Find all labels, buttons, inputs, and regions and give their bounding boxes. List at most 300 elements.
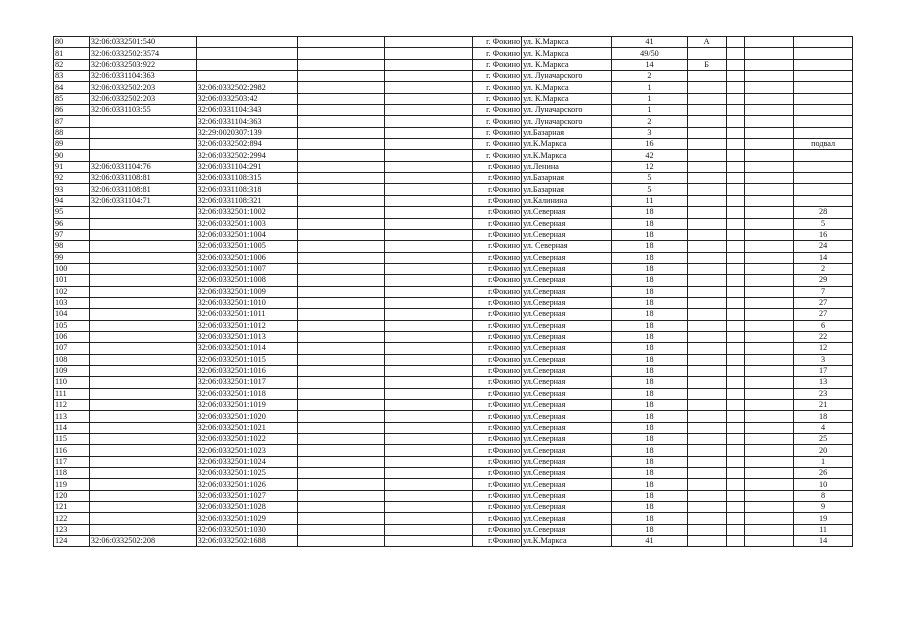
house-number: 18 xyxy=(612,422,687,433)
street: ул.Северная xyxy=(522,400,612,411)
empty-col-b xyxy=(384,456,472,467)
city: г.Фокино xyxy=(473,275,522,286)
empty-col-a xyxy=(297,139,384,150)
empty-col-a xyxy=(297,411,384,422)
empty-col-d xyxy=(745,275,794,286)
row-number: 92 xyxy=(54,173,90,184)
empty-col-b xyxy=(384,195,472,206)
house-number: 18 xyxy=(612,331,687,342)
city: г.Фокино xyxy=(473,331,522,342)
empty-col-a xyxy=(297,229,384,240)
building-letter xyxy=(687,207,726,218)
street: ул.Северная xyxy=(522,354,612,365)
building-letter xyxy=(687,422,726,433)
empty-col-a xyxy=(297,59,384,70)
empty-col-b xyxy=(384,513,472,524)
row-number: 105 xyxy=(54,320,90,331)
building-letter xyxy=(687,479,726,490)
row-number: 86 xyxy=(54,105,90,116)
building-letter xyxy=(687,445,726,456)
empty-col-d xyxy=(745,456,794,467)
building-letter xyxy=(687,388,726,399)
empty-col-b xyxy=(384,536,472,547)
street: ул.К.Маркса xyxy=(522,150,612,161)
cadastral-number-land xyxy=(89,127,196,138)
empty-col-a xyxy=(297,513,384,524)
empty-col-b xyxy=(384,105,472,116)
cadastral-number-object: 32:06:0332501:1013 xyxy=(196,331,297,342)
city: г.Фокино xyxy=(473,241,522,252)
cadastral-number-object: 32:06:0331108:318 xyxy=(196,184,297,195)
cadastral-number-object: 32:06:0332501:1012 xyxy=(196,320,297,331)
cadastral-number-object xyxy=(196,59,297,70)
city: г.Фокино xyxy=(473,297,522,308)
row-number: 115 xyxy=(54,434,90,445)
empty-col-c xyxy=(726,184,745,195)
table-row xyxy=(54,48,853,59)
empty-col-d xyxy=(745,184,794,195)
row-number: 90 xyxy=(54,150,90,161)
street: ул.Северная xyxy=(522,434,612,445)
empty-col-c xyxy=(726,82,745,93)
street: ул.Северная xyxy=(522,502,612,513)
city: г.Фокино xyxy=(473,173,522,184)
cadastral-number-object: 32:06:0332501:1023 xyxy=(196,445,297,456)
apartment-or-note: 20 xyxy=(794,445,853,456)
empty-col-a xyxy=(297,388,384,399)
apartment-or-note xyxy=(794,48,853,59)
city: г.Фокино xyxy=(473,354,522,365)
empty-col-c xyxy=(726,411,745,422)
table-row xyxy=(54,490,853,501)
empty-col-d xyxy=(745,468,794,479)
street: ул.Северная xyxy=(522,263,612,274)
cadastral-number-land: 32:06:0331104:71 xyxy=(89,195,196,206)
table-row xyxy=(54,445,853,456)
empty-col-a xyxy=(297,377,384,388)
row-number: 121 xyxy=(54,502,90,513)
table-row xyxy=(54,263,853,274)
cadastral-number-object: 32:06:0332501:1026 xyxy=(196,479,297,490)
empty-col-b xyxy=(384,365,472,376)
apartment-or-note: 7 xyxy=(794,286,853,297)
empty-col-b xyxy=(384,59,472,70)
apartment-or-note: 26 xyxy=(794,468,853,479)
empty-col-c xyxy=(726,207,745,218)
empty-col-d xyxy=(745,513,794,524)
apartment-or-note: 14 xyxy=(794,536,853,547)
building-letter: А xyxy=(687,37,726,48)
house-number: 18 xyxy=(612,434,687,445)
house-number: 18 xyxy=(612,354,687,365)
building-letter xyxy=(687,524,726,535)
empty-col-d xyxy=(745,127,794,138)
empty-col-b xyxy=(384,275,472,286)
row-number: 80 xyxy=(54,37,90,48)
empty-col-a xyxy=(297,468,384,479)
cadastral-number-land: 32:06:0331108:81 xyxy=(89,184,196,195)
empty-col-b xyxy=(384,343,472,354)
city: г.Фокино xyxy=(473,229,522,240)
empty-col-d xyxy=(745,229,794,240)
apartment-or-note: 3 xyxy=(794,354,853,365)
apartment-or-note: 18 xyxy=(794,411,853,422)
cadastral-number-object: 32:06:0332503:42 xyxy=(196,93,297,104)
empty-col-a xyxy=(297,524,384,535)
apartment-or-note xyxy=(794,173,853,184)
empty-col-b xyxy=(384,93,472,104)
city: г. Фокино xyxy=(473,105,522,116)
empty-col-b xyxy=(384,241,472,252)
row-number: 110 xyxy=(54,377,90,388)
street: ул. К.Маркса xyxy=(522,59,612,70)
empty-col-a xyxy=(297,365,384,376)
empty-col-a xyxy=(297,536,384,547)
row-number: 120 xyxy=(54,490,90,501)
apartment-or-note: 5 xyxy=(794,218,853,229)
street: ул.Северная xyxy=(522,388,612,399)
table-row xyxy=(54,468,853,479)
empty-col-b xyxy=(384,286,472,297)
city: г.Фокино xyxy=(473,445,522,456)
empty-col-c xyxy=(726,161,745,172)
cadastral-number-object: 32:06:0332501:1018 xyxy=(196,388,297,399)
building-letter xyxy=(687,116,726,127)
row-number: 102 xyxy=(54,286,90,297)
cadastral-number-land: 32:06:0331104:363 xyxy=(89,71,196,82)
row-number: 100 xyxy=(54,263,90,274)
row-number: 119 xyxy=(54,479,90,490)
cadastral-number-object: 32:06:0332501:1010 xyxy=(196,297,297,308)
cadastral-number-land xyxy=(89,445,196,456)
street: ул. К.Маркса xyxy=(522,93,612,104)
empty-col-a xyxy=(297,241,384,252)
city: г.Фокино xyxy=(473,184,522,195)
table-row xyxy=(54,229,853,240)
cadastral-number-object: 32:06:0332501:1021 xyxy=(196,422,297,433)
empty-col-d xyxy=(745,422,794,433)
empty-col-c xyxy=(726,377,745,388)
empty-col-b xyxy=(384,297,472,308)
table-row xyxy=(54,536,853,547)
empty-col-b xyxy=(384,207,472,218)
empty-col-c xyxy=(726,286,745,297)
row-number: 81 xyxy=(54,48,90,59)
cadastral-number-object: 32:06:0332501:1025 xyxy=(196,468,297,479)
building-letter xyxy=(687,241,726,252)
table-row xyxy=(54,59,853,70)
empty-col-c xyxy=(726,173,745,184)
empty-col-a xyxy=(297,275,384,286)
street: ул.Северная xyxy=(522,207,612,218)
row-number: 85 xyxy=(54,93,90,104)
cadastral-number-object: 32:06:0332502:2982 xyxy=(196,82,297,93)
building-letter xyxy=(687,513,726,524)
house-number: 42 xyxy=(612,150,687,161)
city: г.Фокино xyxy=(473,456,522,467)
city: г.Фокино xyxy=(473,422,522,433)
cadastral-number-land xyxy=(89,150,196,161)
cadastral-number-land xyxy=(89,218,196,229)
row-number: 101 xyxy=(54,275,90,286)
apartment-or-note: 27 xyxy=(794,309,853,320)
empty-col-c xyxy=(726,513,745,524)
cadastral-number-land: 32:06:0331103:55 xyxy=(89,105,196,116)
house-number: 5 xyxy=(612,173,687,184)
building-letter xyxy=(687,139,726,150)
empty-col-d xyxy=(745,536,794,547)
building-letter xyxy=(687,297,726,308)
house-number: 18 xyxy=(612,263,687,274)
house-number: 11 xyxy=(612,195,687,206)
building-letter xyxy=(687,411,726,422)
empty-col-a xyxy=(297,218,384,229)
empty-col-b xyxy=(384,445,472,456)
empty-col-c xyxy=(726,524,745,535)
empty-col-c xyxy=(726,48,745,59)
empty-col-c xyxy=(726,434,745,445)
empty-col-d xyxy=(745,218,794,229)
house-number: 18 xyxy=(612,468,687,479)
building-letter xyxy=(687,48,726,59)
cadastral-number-land: 32:06:0331104:76 xyxy=(89,161,196,172)
row-number: 106 xyxy=(54,331,90,342)
cadastral-number-object: 32:06:0332501:1019 xyxy=(196,400,297,411)
row-number: 87 xyxy=(54,116,90,127)
empty-col-c xyxy=(726,275,745,286)
street: ул.Северная xyxy=(522,445,612,456)
empty-col-c xyxy=(726,400,745,411)
apartment-or-note: 6 xyxy=(794,320,853,331)
cadastral-number-object: 32:06:0332501:1002 xyxy=(196,207,297,218)
street: ул.Северная xyxy=(522,275,612,286)
table-row xyxy=(54,82,853,93)
house-number: 18 xyxy=(612,445,687,456)
city: г.Фокино xyxy=(473,411,522,422)
empty-col-a xyxy=(297,343,384,354)
cadastral-number-land xyxy=(89,468,196,479)
apartment-or-note xyxy=(794,93,853,104)
house-number: 18 xyxy=(612,309,687,320)
empty-col-b xyxy=(384,479,472,490)
building-letter xyxy=(687,229,726,240)
empty-col-c xyxy=(726,490,745,501)
cadastral-number-land xyxy=(89,320,196,331)
empty-col-d xyxy=(745,388,794,399)
apartment-or-note: 23 xyxy=(794,388,853,399)
building-letter xyxy=(687,184,726,195)
house-number: 2 xyxy=(612,116,687,127)
cadastral-number-land xyxy=(89,286,196,297)
cadastral-number-land xyxy=(89,490,196,501)
table-row xyxy=(54,320,853,331)
house-number: 18 xyxy=(612,513,687,524)
empty-col-d xyxy=(745,139,794,150)
city: г.Фокино xyxy=(473,263,522,274)
empty-col-d xyxy=(745,48,794,59)
table-row xyxy=(54,71,853,82)
city: г. Фокино xyxy=(473,93,522,104)
empty-col-a xyxy=(297,161,384,172)
cadastral-number-object: 32:06:0332501:1009 xyxy=(196,286,297,297)
street: ул.Северная xyxy=(522,524,612,535)
city: г.Фокино xyxy=(473,365,522,376)
cadastral-number-land xyxy=(89,309,196,320)
cadastral-number-land: 32:06:0332501:540 xyxy=(89,37,196,48)
house-number: 18 xyxy=(612,411,687,422)
apartment-or-note: 17 xyxy=(794,365,853,376)
house-number: 49/50 xyxy=(612,48,687,59)
empty-col-a xyxy=(297,195,384,206)
house-number: 18 xyxy=(612,377,687,388)
empty-col-b xyxy=(384,502,472,513)
empty-col-c xyxy=(726,479,745,490)
table-row xyxy=(54,365,853,376)
house-number: 41 xyxy=(612,536,687,547)
empty-col-c xyxy=(726,536,745,547)
apartment-or-note: 19 xyxy=(794,513,853,524)
table-row xyxy=(54,456,853,467)
street: ул.Базарная xyxy=(522,184,612,195)
empty-col-b xyxy=(384,422,472,433)
apartment-or-note: 11 xyxy=(794,524,853,535)
empty-col-b xyxy=(384,524,472,535)
building-letter xyxy=(687,275,726,286)
house-number: 18 xyxy=(612,343,687,354)
street: ул.Северная xyxy=(522,479,612,490)
empty-col-a xyxy=(297,252,384,263)
empty-col-a xyxy=(297,434,384,445)
empty-col-d xyxy=(745,93,794,104)
empty-col-d xyxy=(745,434,794,445)
cadastral-number-object: 32:06:0332501:1017 xyxy=(196,377,297,388)
building-letter xyxy=(687,490,726,501)
empty-col-b xyxy=(384,377,472,388)
apartment-or-note xyxy=(794,184,853,195)
empty-col-c xyxy=(726,468,745,479)
building-letter xyxy=(687,400,726,411)
street: ул.Северная xyxy=(522,229,612,240)
cadastral-number-land xyxy=(89,400,196,411)
empty-col-d xyxy=(745,377,794,388)
empty-col-b xyxy=(384,229,472,240)
table-row xyxy=(54,309,853,320)
row-number: 113 xyxy=(54,411,90,422)
empty-col-a xyxy=(297,502,384,513)
cadastral-number-land xyxy=(89,275,196,286)
empty-col-a xyxy=(297,82,384,93)
apartment-or-note: 28 xyxy=(794,207,853,218)
empty-col-d xyxy=(745,207,794,218)
empty-col-a xyxy=(297,400,384,411)
city: г.Фокино xyxy=(473,490,522,501)
table-row xyxy=(54,116,853,127)
table-row xyxy=(54,275,853,286)
apartment-or-note xyxy=(794,150,853,161)
table-row xyxy=(54,502,853,513)
house-number: 18 xyxy=(612,297,687,308)
empty-col-a xyxy=(297,184,384,195)
empty-col-d xyxy=(745,37,794,48)
empty-col-b xyxy=(384,388,472,399)
row-number: 103 xyxy=(54,297,90,308)
city: г.Фокино xyxy=(473,536,522,547)
empty-col-d xyxy=(745,490,794,501)
apartment-or-note: 29 xyxy=(794,275,853,286)
building-letter xyxy=(687,105,726,116)
row-number: 122 xyxy=(54,513,90,524)
city: г.Фокино xyxy=(473,479,522,490)
cadastral-number-land xyxy=(89,502,196,513)
table-row xyxy=(54,195,853,206)
cadastral-number-land xyxy=(89,388,196,399)
table-row xyxy=(54,286,853,297)
row-number: 109 xyxy=(54,365,90,376)
building-letter xyxy=(687,365,726,376)
building-letter xyxy=(687,309,726,320)
row-number: 111 xyxy=(54,388,90,399)
street: ул.К.Маркса xyxy=(522,536,612,547)
empty-col-c xyxy=(726,456,745,467)
empty-col-b xyxy=(384,48,472,59)
table-row xyxy=(54,241,853,252)
property-register-table xyxy=(53,36,853,547)
house-number: 1 xyxy=(612,93,687,104)
apartment-or-note: 12 xyxy=(794,343,853,354)
table-row xyxy=(54,150,853,161)
empty-col-a xyxy=(297,331,384,342)
empty-col-b xyxy=(384,184,472,195)
empty-col-d xyxy=(745,59,794,70)
cadastral-number-object: 32:06:0332501:1022 xyxy=(196,434,297,445)
apartment-or-note: 9 xyxy=(794,502,853,513)
building-letter xyxy=(687,536,726,547)
cadastral-number-land xyxy=(89,331,196,342)
building-letter xyxy=(687,377,726,388)
street: ул.К.Маркса xyxy=(522,139,612,150)
cadastral-number-land: 32:06:0332502:203 xyxy=(89,93,196,104)
empty-col-c xyxy=(726,309,745,320)
empty-col-d xyxy=(745,354,794,365)
empty-col-a xyxy=(297,71,384,82)
house-number: 18 xyxy=(612,490,687,501)
row-number: 82 xyxy=(54,59,90,70)
table-row xyxy=(54,411,853,422)
apartment-or-note: 27 xyxy=(794,297,853,308)
building-letter xyxy=(687,331,726,342)
cadastral-number-object: 32:06:0332501:1014 xyxy=(196,343,297,354)
street: ул. К.Маркса xyxy=(522,82,612,93)
apartment-or-note: 8 xyxy=(794,490,853,501)
city: г. Фокино xyxy=(473,59,522,70)
city: г. Фокино xyxy=(473,139,522,150)
building-letter xyxy=(687,195,726,206)
table-row xyxy=(54,173,853,184)
apartment-or-note xyxy=(794,161,853,172)
empty-col-c xyxy=(726,365,745,376)
street: ул.Северная xyxy=(522,377,612,388)
empty-col-c xyxy=(726,105,745,116)
street: ул.Базарная xyxy=(522,127,612,138)
apartment-or-note xyxy=(794,116,853,127)
empty-col-c xyxy=(726,150,745,161)
cadastral-number-object: 32:06:0332501:1004 xyxy=(196,229,297,240)
house-number: 14 xyxy=(612,59,687,70)
empty-col-c xyxy=(726,229,745,240)
row-number: 108 xyxy=(54,354,90,365)
cadastral-number-land xyxy=(89,343,196,354)
empty-col-b xyxy=(384,71,472,82)
